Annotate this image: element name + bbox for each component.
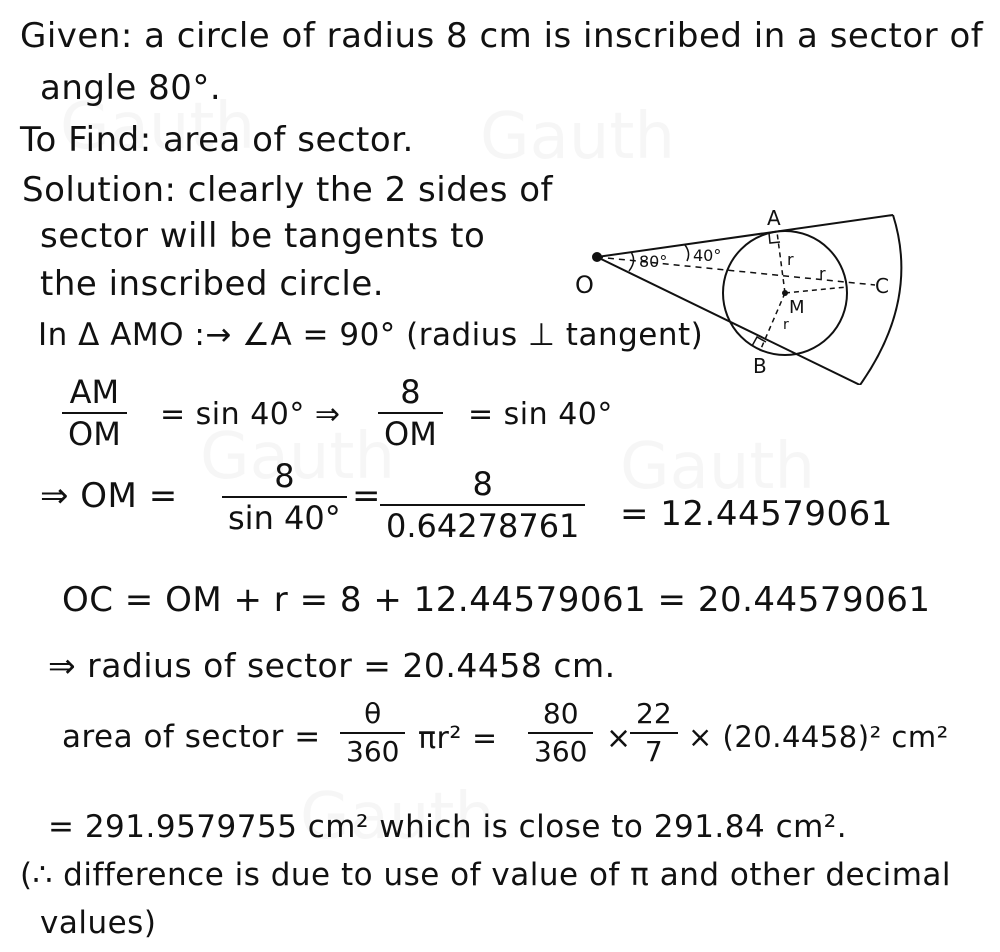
fraction-bar	[528, 732, 593, 734]
label-r-top: r	[787, 250, 794, 269]
watermark-text	[620, 430, 815, 504]
fraction-bar	[62, 412, 127, 414]
label-a: A	[767, 206, 781, 230]
fraction-numerator: 22	[636, 697, 672, 730]
radius-ma	[777, 232, 785, 293]
fraction-8-value	[380, 465, 585, 545]
result-line: = 291.9579755 cm² which is close to 291.84 cm².	[48, 809, 848, 845]
fraction-80-360	[528, 697, 593, 768]
label-angle-80: 80°	[639, 252, 668, 271]
label-c: C	[875, 274, 889, 298]
label-r-right: r	[819, 264, 826, 283]
fraction-numerator: θ	[364, 697, 382, 730]
fraction-8-om	[378, 373, 443, 453]
tangent-line-oa	[597, 215, 893, 257]
fraction-numerator: 8	[400, 373, 421, 411]
given-line-2: angle 80°.	[40, 68, 222, 108]
solution-line-3: the inscribed circle.	[40, 264, 385, 304]
to-find-line: To Find: area of sector.	[20, 120, 414, 160]
fraction-denominator: 360	[346, 735, 400, 768]
fraction-numerator: 80	[542, 697, 579, 730]
pi-r-squared: πr² =	[418, 721, 498, 756]
label-angle-40: 40°	[693, 246, 722, 265]
watermark-text	[480, 100, 675, 174]
fraction-numerator: 8	[274, 457, 295, 495]
sector-diagram	[575, 205, 905, 385]
angle-arc-40	[685, 245, 689, 261]
fraction-denominator: 0.64278761	[386, 507, 580, 545]
solution-line-2: sector will be tangents to	[40, 216, 486, 256]
om-prefix: ⇒ OM =	[40, 476, 178, 516]
fraction-am-om	[62, 373, 127, 453]
fraction-theta-360	[340, 697, 405, 768]
angle-arc-80	[629, 252, 634, 271]
fraction-bar	[380, 504, 585, 506]
fraction-denominator: OM	[68, 415, 121, 453]
times-sign: ×	[606, 721, 632, 756]
fraction-denominator: 360	[534, 735, 588, 768]
fraction-bar	[378, 412, 443, 414]
fraction-8-sin40	[222, 457, 347, 537]
fraction-denominator: 7	[644, 735, 663, 768]
triangle-line: In Δ AMO :→ ∠A = 90° (radius ⊥ tangent)	[38, 317, 704, 353]
om-result: = 12.44579061	[620, 494, 893, 534]
area-prefix: area of sector =	[62, 719, 321, 755]
oc-line: OC = OM + r = 8 + 12.44579061 = 20.44579061	[62, 580, 931, 620]
fraction-numerator: 8	[472, 465, 493, 503]
note-line-1: (∴ difference is due to use of value of π and other decimal	[20, 857, 952, 893]
solution-line-1: Solution: clearly the 2 sides of	[22, 170, 554, 210]
fraction-22-7	[630, 697, 678, 768]
eq-equals: =	[352, 476, 381, 516]
eq-sin40b: = sin 40°	[468, 397, 613, 432]
eq-sin40: = sin 40° ⇒	[160, 397, 341, 432]
radius-mc	[785, 287, 847, 293]
area-tail: × (20.4458)² cm²	[688, 720, 949, 754]
fraction-denominator: sin 40°	[228, 499, 341, 537]
sector-arc	[860, 215, 901, 385]
radius-line: ⇒ radius of sector = 20.4458 cm.	[48, 646, 616, 685]
fraction-bar	[340, 732, 405, 734]
fraction-numerator: AM	[69, 373, 120, 411]
fraction-denominator: OM	[384, 415, 437, 453]
fraction-bar	[630, 732, 678, 734]
note-line-2: values)	[40, 905, 157, 941]
label-r-bottom: r	[783, 317, 789, 333]
label-o: O	[575, 271, 594, 299]
fraction-bar	[222, 496, 347, 498]
given-line-1: Given: a circle of radius 8 cm is inscribed in a sector of	[20, 16, 984, 56]
label-m: M	[789, 297, 805, 318]
label-b: B	[753, 354, 767, 378]
